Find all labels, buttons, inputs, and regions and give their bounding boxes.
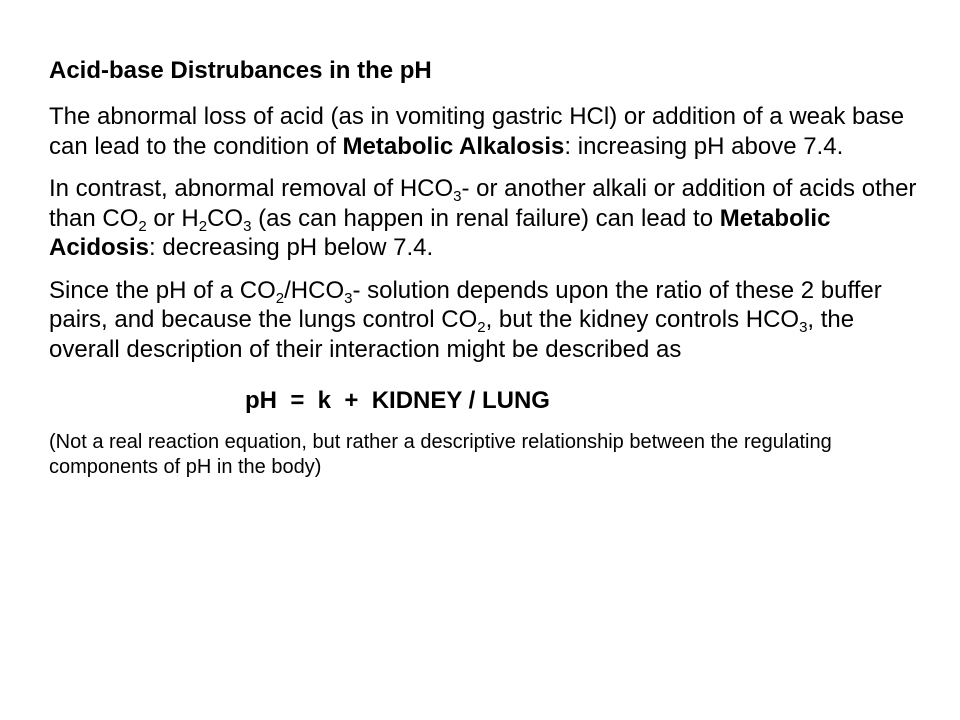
paragraph-buffer-ratio	[49, 276, 919, 365]
para3-sub2: 3	[344, 289, 353, 307]
slide-title: Acid-base Distrubances in the pH	[49, 57, 432, 84]
para2-t6: : decreasing pH below 7.4.	[149, 234, 434, 261]
paragraph-alkalosis	[49, 102, 919, 161]
para2-sub3: 2	[198, 217, 208, 235]
para3-t5: , the overall description of their interaction might be described as	[49, 306, 855, 363]
slide-content	[49, 56, 919, 480]
para2-t2: - or another alkali or addition of acids other than CO	[49, 175, 917, 232]
para3-sub4: 3	[799, 319, 808, 336]
para1-text-a: The abnormal loss of acid (as in vomiting gastric HCl) or addition of a weak base can lead to the condition of	[49, 103, 905, 160]
para2-sub1: 3	[453, 188, 462, 205]
ph-equation: pH = k + KIDNEY / LUNG	[245, 387, 550, 414]
para2-t1: In contrast, abnormal removal of HCO	[49, 175, 454, 202]
para3-sub3: 2	[477, 319, 486, 336]
equation-note: (Not a real reaction equation, but rather a descriptive relationship between the regulating components of pH in the body)	[49, 431, 832, 478]
para2-t3: or H	[146, 204, 199, 232]
para2-t4: CO	[207, 204, 244, 232]
term-metabolic-alkalosis: Metabolic Alkalosis	[342, 132, 565, 160]
para3-t3: - solution depends upon the ratio of these 2 buffer pairs, and because the lungs control CO	[49, 276, 882, 333]
para2-t5: (as can happen in renal failure) can lead to	[251, 204, 720, 232]
paragraph-acidosis	[49, 174, 919, 263]
para3-sub1: 2	[275, 289, 285, 307]
para2-sub2: 2	[138, 217, 147, 235]
para1-text-b: : increasing pH above 7.4.	[564, 132, 844, 160]
para3-t2: /HCO	[284, 276, 345, 304]
term-metabolic-acidosis: Metabolic Acidosis	[49, 204, 831, 261]
para3-t1: Since the pH of a CO	[49, 276, 276, 304]
para3-t4: , but the kidney controls HCO	[485, 306, 800, 333]
para2-sub4: 3	[243, 217, 252, 235]
